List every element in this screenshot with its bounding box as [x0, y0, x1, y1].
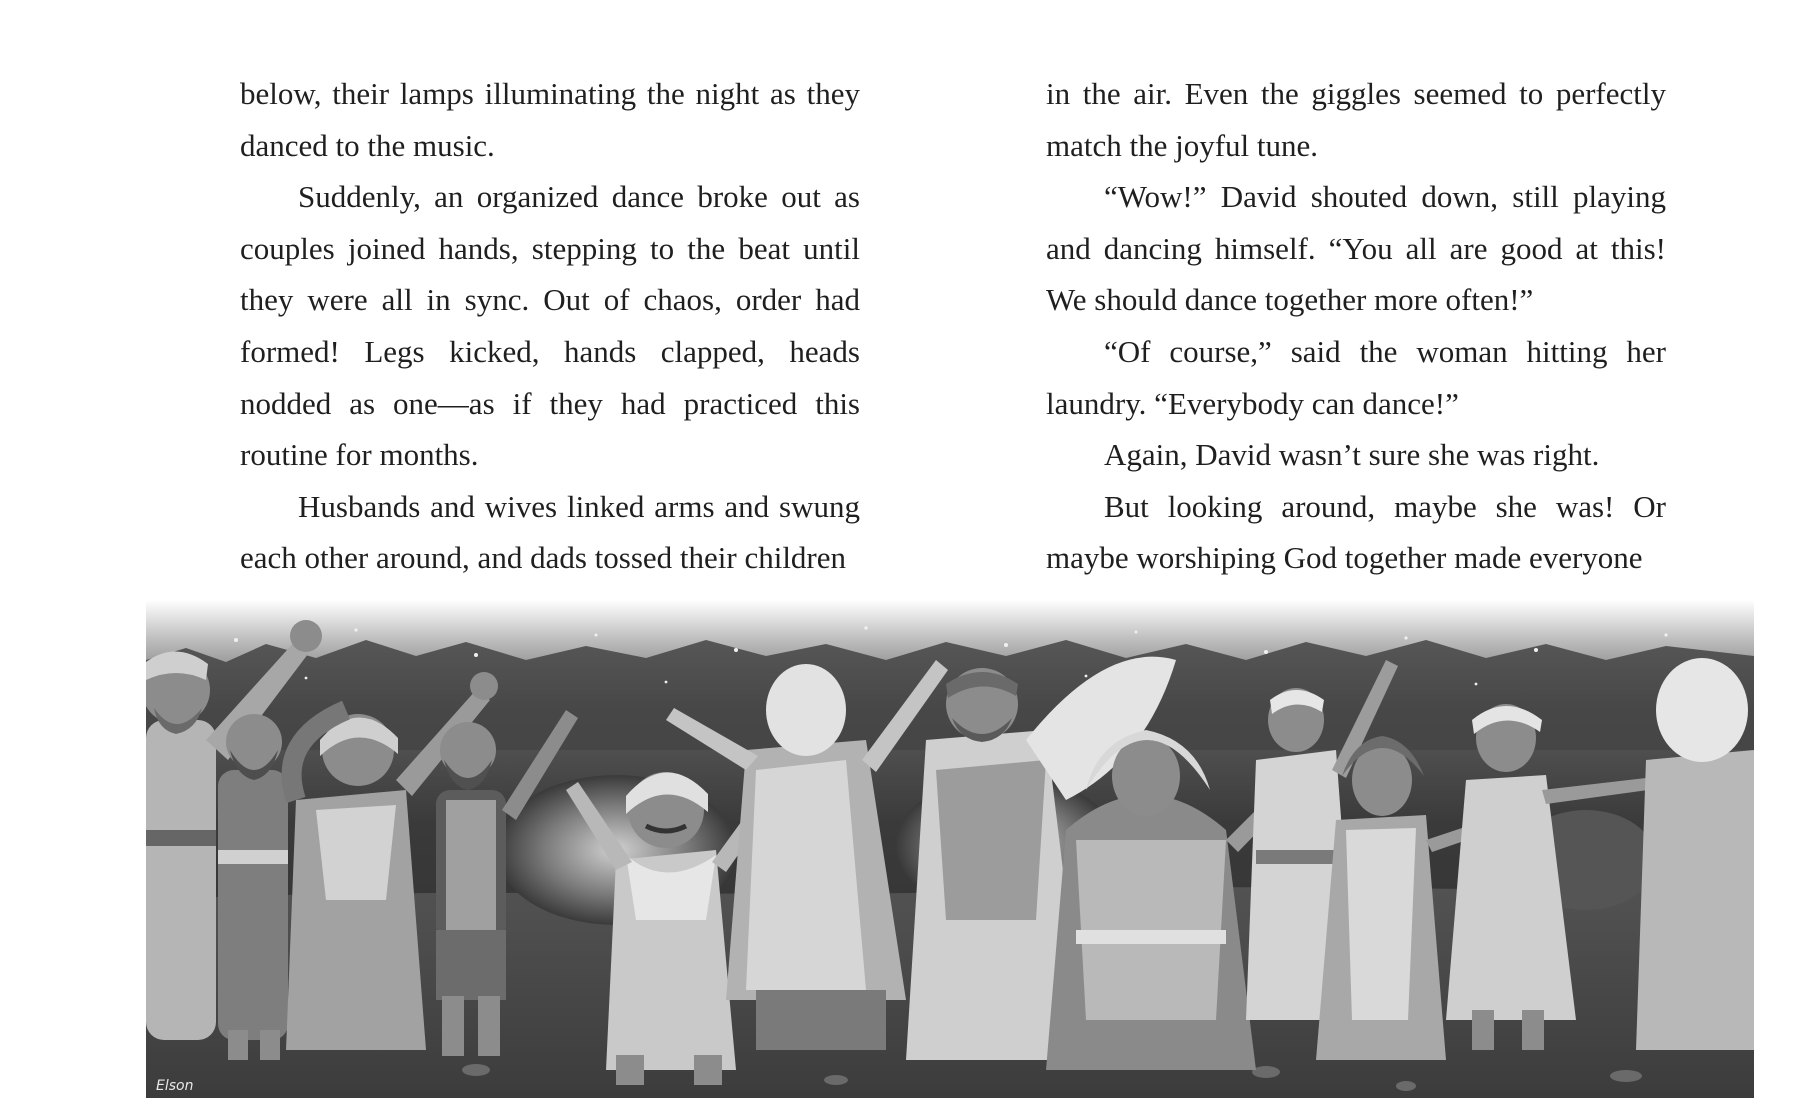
right-paragraph-1: in the air. Even the giggles seemed to perfectly match the joyful tune.	[1046, 76, 1666, 163]
right-page-text	[1046, 68, 1666, 584]
illustration-svg	[146, 600, 1754, 1098]
artist-signature: Elson	[156, 1078, 194, 1094]
left-paragraph-1: below, their lamps illuminating the night as they danced to the music.	[240, 76, 860, 163]
right-paragraph-3: “Of course,” said the woman hitting her laundry. “Everybody can dance!”	[1046, 333, 1666, 421]
dancing-crowd-illustration	[146, 600, 1754, 1098]
right-paragraph-4: Again, David wasn’t sure she was right.	[1104, 437, 1600, 473]
left-paragraph-3: Husbands and wives linked arms and swung each other around, and dads tossed their children	[240, 488, 860, 576]
right-paragraph-2: “Wow!” David shouted down, still playing and dancing himself. “You all are good at this! We should dance together more often!”	[1046, 179, 1666, 318]
left-page-text	[240, 68, 860, 584]
right-paragraph-5: But looking around, maybe she was! Or maybe worshiping God together made everyone	[1046, 488, 1666, 576]
left-paragraph-2: Suddenly, an organized dance broke out as couples joined hands, stepping to the beat until they were all in sync. Out of chaos, order had formed! Legs kicked, hands clapped, heads nodded as one—as if they had practiced this routine for months.	[240, 179, 860, 473]
